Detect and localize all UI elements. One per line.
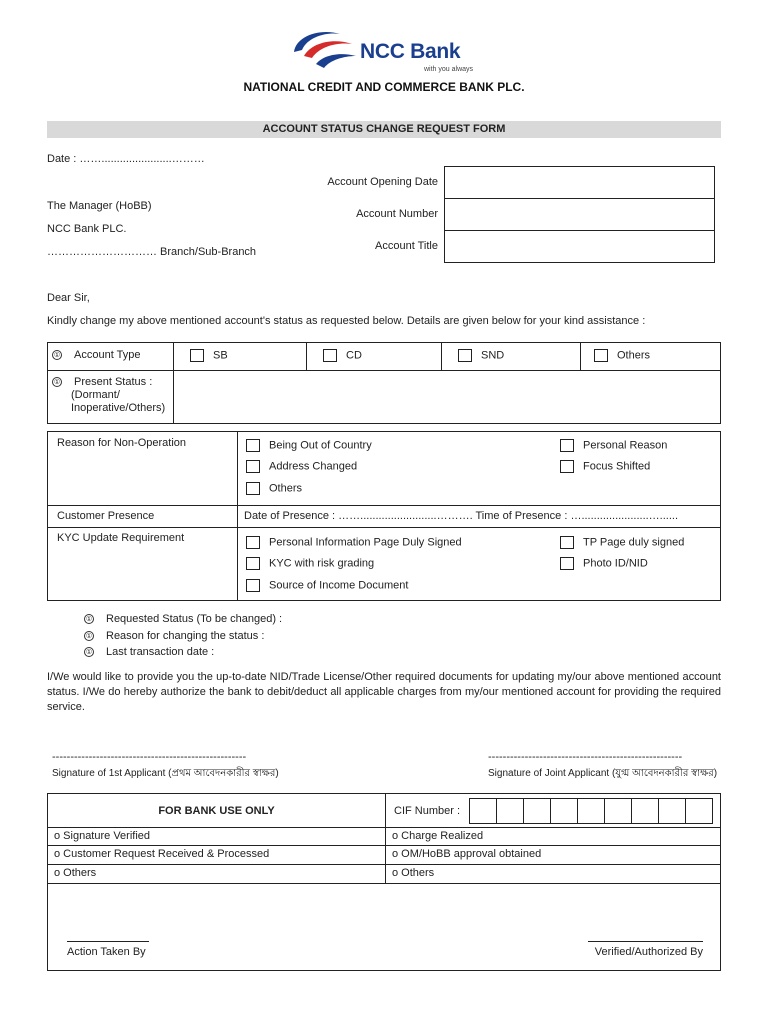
account-opening-date-input[interactable] [444,166,715,199]
cif-number-boxes[interactable] [469,798,713,824]
bullet-icon: ① [85,616,93,624]
checkbox[interactable] [246,482,260,495]
option-label: Address Changed [269,460,358,473]
checkbox[interactable] [560,557,574,570]
account-type-table [47,342,721,424]
option-label: Being Out of Country [269,439,372,452]
bullet-icon: ① [53,379,61,387]
cif-cell [386,794,721,828]
item-label: Last transaction date : [106,646,215,658]
option-source-of-income[interactable] [246,579,408,592]
option-tp-page[interactable] [560,536,684,549]
account-number-label: Account Number [356,208,438,220]
checkbox[interactable] [246,579,260,592]
bank-use-title: FOR BANK USE ONLY [48,794,386,828]
action-line [67,941,149,942]
date-field[interactable]: Date : …….......................……… [47,153,205,165]
non-operation-options [238,432,721,506]
option-label: SND [481,349,505,362]
account-title-label: Account Title [375,240,438,252]
bullet-icon: ① [85,649,93,657]
logo-text: NCC Bank [360,40,461,63]
others-left-item[interactable]: o Others [48,865,386,884]
present-status-input[interactable] [174,371,721,424]
date-of-presence-field[interactable]: Date of Presence : …….........................………. [244,510,473,522]
others-right-item[interactable]: o Others [386,865,721,884]
option-personal-info-page[interactable] [246,536,462,549]
intro-text: Kindly change my above mentioned account's status as requested below. Details are given below for your kind assistance : [47,315,646,327]
non-operation-label: Reason for Non-Operation [48,432,238,506]
last-transaction-item[interactable] [84,646,214,658]
present-status-sub1: (Dormant/ [71,389,120,401]
bank-line: NCC Bank PLC. [47,223,127,235]
account-type-label: Account Type [74,349,141,361]
option-cd[interactable] [307,343,442,371]
logo-tagline: with you always [424,66,474,73]
signature-verified-item[interactable]: o Signature Verified [48,828,386,846]
presence-fields [238,506,721,528]
checkbox[interactable] [594,349,608,362]
account-title-input[interactable] [444,230,715,263]
manager-line: The Manager (HoBB) [47,200,152,212]
option-label: Photo ID/NID [583,557,648,570]
customer-presence-label: Customer Presence [48,506,238,528]
signature-first-label: Signature of 1st Applicant (প্রথম আবেদনকারীর স্বাক্ষর) [52,768,279,779]
option-kyc-risk-grading[interactable] [246,557,374,570]
option-out-of-country[interactable] [246,439,372,452]
option-label: Source of Income Document [269,579,409,592]
declaration-text: I/We would like to provide you the up-to-date NID/Trade License/Other required documents for updating my/our above mentioned account status. I/We do hereby authorize the bank to debit/deduct all applicable charges from my/our mentioned account for providing the required service. [47,671,721,713]
option-sb[interactable] [174,343,307,371]
checkbox[interactable] [458,349,472,362]
signature-joint-label: Signature of Joint Applicant (যুগ্ম আবেদনকারীর স্বাক্ষর) [488,768,718,779]
option-snd[interactable] [442,343,581,371]
checkbox[interactable] [560,536,574,549]
bullet-icon: ① [53,352,61,360]
salutation: Dear Sir, [47,292,90,304]
item-label: Requested Status (To be changed) : [106,613,283,625]
account-type-label-cell [48,343,174,371]
option-label: SB [213,349,228,362]
account-number-input[interactable] [444,198,715,231]
action-taken-label: Action Taken By [67,946,146,958]
ncc-bank-logo [290,26,490,76]
checkbox[interactable] [560,439,574,452]
option-others[interactable] [581,343,721,371]
bank-name: NATIONAL CREDIT AND COMMERCE BANK PLC. [243,80,525,94]
kyc-label: KYC Update Requirement [48,528,238,601]
option-focus-shifted[interactable] [560,460,650,473]
checkbox[interactable] [560,460,574,473]
verified-line [588,941,703,942]
bullet-icon: ① [85,633,93,641]
signature-line-joint: ----------------------------------------------------- [488,751,683,763]
option-label: Others [269,482,303,495]
option-label: Focus Shifted [583,460,651,473]
option-address-changed[interactable] [246,460,357,473]
present-status-label-cell [48,371,174,424]
cif-label: CIF Number : [394,804,461,817]
signature-line-first: ----------------------------------------------------- [52,751,247,763]
charge-realized-item[interactable]: o Charge Realized [386,828,721,846]
option-others[interactable] [246,482,302,495]
request-received-item[interactable]: o Customer Request Received & Processed [48,846,386,865]
present-status-sub2: Inoperative/Others) [71,402,166,414]
option-label: Others [617,349,651,362]
form-title: ACCOUNT STATUS CHANGE REQUEST FORM [47,121,721,138]
option-label: TP Page duly signed [583,536,685,549]
option-label: Personal Reason [583,439,668,452]
reason-change-item[interactable] [84,630,264,642]
bank-use-table [47,793,721,971]
checkbox[interactable] [246,439,260,452]
action-area [48,884,721,971]
checkbox[interactable] [323,349,337,362]
checkbox[interactable] [246,460,260,473]
kyc-options [238,528,721,601]
checkbox[interactable] [190,349,204,362]
option-label: KYC with risk grading [269,557,375,570]
option-label: Personal Information Page Duly Signed [269,536,462,549]
verified-label: Verified/Authorized By [594,946,703,958]
time-of-presence-field[interactable]: Time of Presence : …......................…...... [475,510,679,522]
checkbox[interactable] [246,536,260,549]
checkbox[interactable] [246,557,260,570]
requested-status-item[interactable] [84,613,282,625]
logo-emblem-icon [290,26,360,71]
branch-field[interactable]: ………………………… Branch/Sub-Branch [47,246,257,258]
om-hobb-approval-item[interactable]: o OM/HoBB approval obtained [386,846,721,865]
present-status-label: Present Status : [74,376,153,388]
item-label: Reason for changing the status : [106,630,265,642]
option-label: CD [346,349,362,362]
status-detail-table [47,431,721,601]
option-photo-id[interactable] [560,557,648,570]
account-opening-date-label: Account Opening Date [327,176,438,188]
option-personal-reason[interactable] [560,439,667,452]
